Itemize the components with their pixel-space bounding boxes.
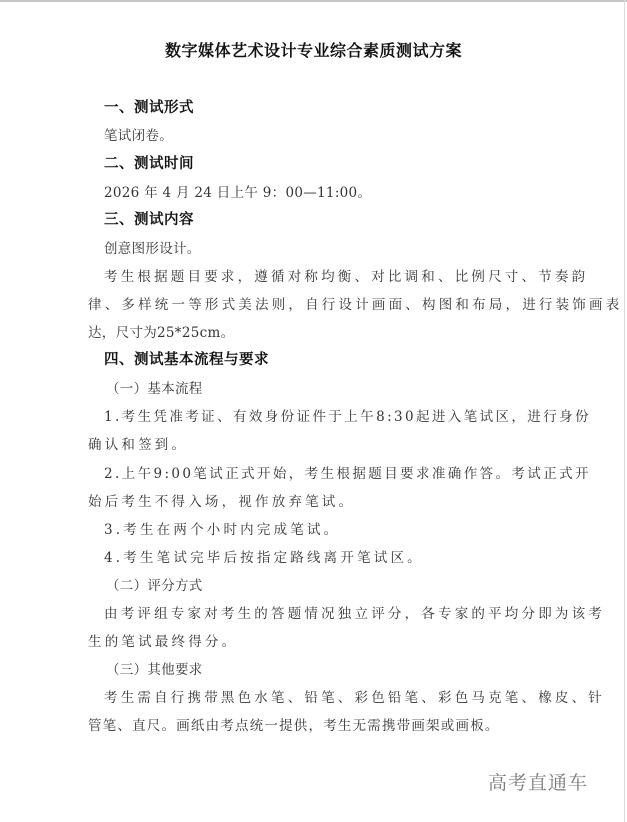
section-heading-3: 三、测试内容 — [104, 212, 194, 228]
scoring-text-1: 由考评组专家对考生的答题情况独立评分，各专家的平均分即为该考 — [104, 606, 605, 622]
section-heading-2: 二、测试时间 — [104, 156, 194, 172]
subsection-heading-3: （三）其他要求 — [106, 662, 203, 678]
right-border — [624, 0, 625, 822]
subsection-heading-1: （一）基本流程 — [106, 381, 203, 397]
section-1-text: 笔试闭卷。 — [104, 128, 173, 144]
section-2-text: 2026 年 4 月 24 日上午 9：00—11:00。 — [104, 185, 372, 201]
flow-item-3: 3.考生在两个小时内完成笔试。 — [104, 522, 341, 538]
document-title: 数字媒体艺术设计专业综合素质测试方案 — [164, 41, 462, 60]
section-3-text-2: 考生根据题目要求，遵循对称均衡、对比调和、比例尺寸、节奏韵 — [104, 269, 589, 285]
section-3-text-4: 达，尺寸为25*25cm。 — [88, 325, 235, 341]
subsection-heading-2: （二）评分方式 — [106, 578, 203, 594]
section-heading-1: 一、测试形式 — [104, 100, 194, 116]
scoring-text-2: 生的笔试最终得分。 — [88, 634, 239, 650]
other-req-text-2: 管笔、直尺。画纸由考点统一提供，考生无需携带画架或画板。 — [88, 718, 500, 734]
flow-item-4: 4.考生笔试完毕后按指定路线离开笔试区。 — [104, 550, 424, 566]
section-3-text-1: 创意图形设计。 — [104, 241, 201, 257]
section-heading-4: 四、测试基本流程与要求 — [104, 352, 269, 368]
flow-item-1: 1.考生凭准考证、有效身份证件于上午8:30起进入笔试区，进行身份 — [104, 409, 591, 425]
other-req-text-1: 考生需自行携带黑色水笔、铅笔、彩色铅笔、彩色马克笔、橡皮、针 — [104, 690, 605, 706]
watermark-text: 高考直通车 — [488, 772, 589, 794]
section-3-text-3: 律、多样统一等形式美法则，自行设计画面、构图和布局，进行装饰画表 — [88, 297, 623, 313]
top-border — [0, 0, 627, 2]
flow-item-2-cont: 始后考生不得入场，视作放弃笔试。 — [88, 494, 356, 510]
flow-item-2: 2.上午9:00笔试正式开始，考生根据题目要求准确作答。考试正式开 — [104, 466, 591, 482]
flow-item-1-cont: 确认和签到。 — [88, 437, 189, 453]
